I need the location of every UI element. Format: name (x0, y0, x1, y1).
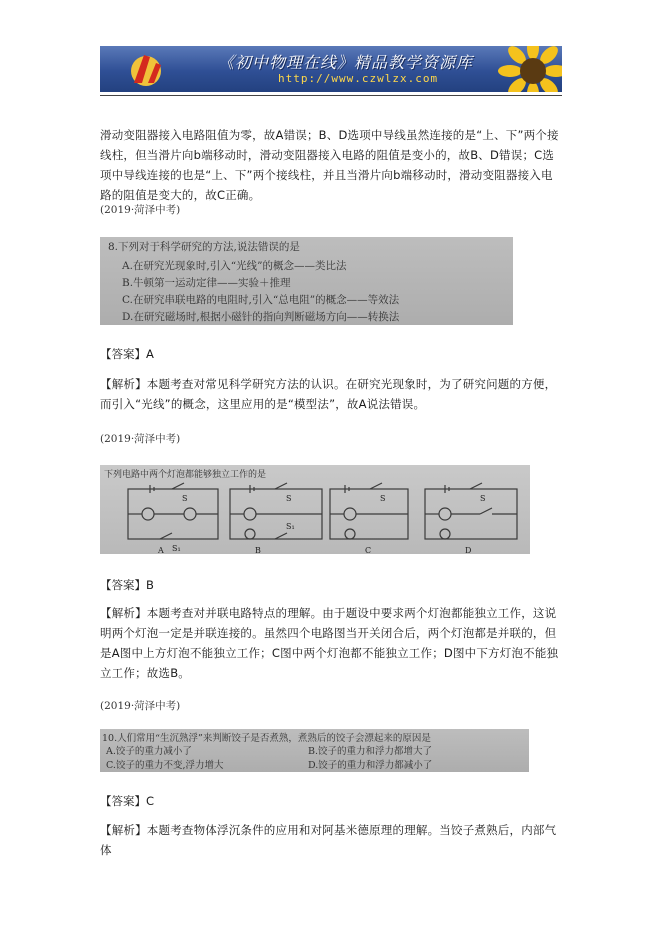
option-b: B.牛顿第一运动定律——实验＋推理 (122, 277, 291, 289)
option-d: D.饺子的重力和浮力都减小了 (308, 760, 433, 771)
question-8-image (100, 237, 513, 325)
switch-label: S (380, 494, 386, 503)
switch-label: S (480, 494, 486, 503)
option-a: A.在研究光现象时,引入“光线”的概念——类比法 (122, 260, 347, 272)
banner-url[interactable]: http://www.czwlzx.com (278, 72, 439, 85)
source-label: (2019·菏泽中考) (100, 433, 181, 445)
option-d: D.在研究磁场时,根据小磁针的指向判断磁场方向——转换法 (122, 311, 400, 323)
question-10-image (100, 729, 529, 772)
analysis-paragraph-1: 滑动变阻器接入电路阻值为零，故A错误；B、D选项中导线虽然连接的是“上、下”两个接线柱，但当滑片向b端移动时，滑动变阻器接入电路的阻值是变小的，故B、D错误；C选项中导线连接的也是“上、下”两个接线柱，并且当滑片向b端移动时，滑动变阻器接入电路的阻值是变大的，故C正确。 (100, 128, 559, 202)
switch-label: S₁ (172, 544, 181, 553)
switch-label: S (182, 494, 188, 503)
banner-title: 《初中物理在线》精品教学资源库 (218, 53, 474, 72)
question-stem: 10.人们常用“生沉熟浮”来判断饺子是否煮熟，煮熟后的饺子会漂起来的原因是 (102, 733, 431, 744)
answer-label: 【答案】C (100, 794, 155, 808)
circuit-label-c: C (365, 546, 372, 554)
question-stem: 下列电路中两个灯泡都能够独立工作的是 (104, 470, 267, 480)
question-9-image (100, 465, 530, 554)
source-label: (2019·菏泽中考) (100, 204, 181, 216)
circuit-label-d: D (465, 546, 472, 554)
site-logo-icon (126, 49, 172, 89)
analysis-paragraph-4: 【解析】本题考查物体浮沉条件的应用和对阿基米德原理的理解。当饺子煮熟后，内部气体 (100, 823, 557, 857)
sunflower-icon (498, 46, 562, 92)
circuit-diagrams (100, 479, 530, 554)
switch-label: S₁ (286, 522, 295, 531)
option-b: B.饺子的重力和浮力都增大了 (308, 746, 433, 757)
answer-label: 【答案】A (100, 347, 154, 361)
source-label: (2019·菏泽中考) (100, 700, 181, 712)
question-stem: 8.下列对于科学研究的方法,说法错误的是 (108, 241, 300, 253)
option-c: C.饺子的重力不变,浮力增大 (106, 760, 224, 771)
switch-label: S (286, 494, 292, 503)
circuit-label-a: A (158, 546, 164, 554)
option-c: C.在研究串联电路的电阻时,引入“总电阻”的概念——等效法 (122, 294, 400, 306)
header-banner (100, 46, 562, 92)
answer-label: 【答案】B (100, 578, 154, 592)
header-rule (100, 95, 562, 96)
option-a: A.饺子的重力减小了 (106, 746, 192, 757)
analysis-paragraph-2: 【解析】本题考查对常见科学研究方法的认识。在研究光现象时，为了研究问题的方便，而引入“光线”的概念，这里应用的是“模型法”，故A说法错误。 (100, 377, 557, 411)
circuit-label-b: B (255, 546, 261, 554)
analysis-paragraph-3: 【解析】本题考查对并联电路特点的理解。由于题设中要求两个灯泡都能独立工作，这说明两个灯泡一定是并联连接的。虽然四个电路图当开关闭合后，两个灯泡都是并联的，但是A图中上方灯泡不能独立工作；C图中两个灯泡都不能独立工作；D图中下方灯泡不能独立工作；故选B。 (100, 606, 559, 680)
